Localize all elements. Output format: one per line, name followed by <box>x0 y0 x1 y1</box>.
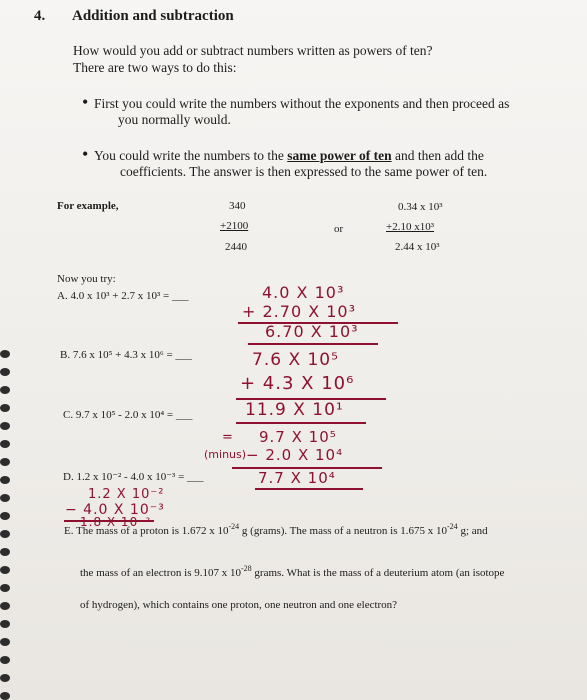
handwritten-c-line2: − 2.0 X 10⁴ <box>246 446 344 464</box>
handwritten-c-answer: 7.7 X 10⁴ <box>258 469 336 487</box>
section-title: Addition and subtraction <box>72 8 234 24</box>
bullet-dot: • <box>82 144 89 164</box>
bullet-1-line-2: you normally would. <box>118 112 231 127</box>
handwritten-b-line2: + 4.3 X 10⁶ <box>240 373 355 394</box>
example-or: or <box>334 223 344 235</box>
example-col1-row3: 2440 <box>225 241 247 253</box>
handwritten-a-underline <box>248 343 378 345</box>
problem-d: D. 1.2 x 10⁻² - 4.0 x 10⁻³ = ___ <box>63 471 204 483</box>
handwritten-d-answer: 1.8 X 10⁻² <box>80 515 152 529</box>
bullet-2-line-1: You could write the numbers to the same power of ten and then add the <box>94 148 484 163</box>
handwritten-c-equals: = <box>222 430 234 445</box>
handwritten-a-answer: 6.70 X 10³ <box>265 322 359 341</box>
problem-c: C. 9.7 x 10⁵ - 2.0 x 10⁴ = ___ <box>63 409 193 421</box>
example-col1-row1: 340 <box>229 200 246 212</box>
example-col2-row2: +2.10 x10³ <box>386 221 435 233</box>
handwritten-c-underline <box>255 488 363 490</box>
handwritten-b-line1: 7.6 X 10⁵ <box>252 350 339 370</box>
problem-e-line3: of hydrogen), which contains one proton, one neutron and one electron? <box>80 599 398 611</box>
bullet-dot: • <box>82 92 89 112</box>
bullet-1-line-1: First you could write the numbers without the exponents and then proceed as <box>94 96 510 111</box>
handwritten-c-line1: 9.7 X 10⁵ <box>259 428 337 446</box>
example-col2-row1: 0.34 x 10³ <box>398 201 443 213</box>
section-number: 4. <box>34 8 46 24</box>
problem-e-line2: the mass of an electron is 9.107 x $10^{-28}$ grams. What is the mass of a deuterium atom (an isotope <box>80 564 505 579</box>
example-col1-row2: +2100 <box>220 220 249 232</box>
handwritten-c-minus-note: (minus) <box>204 448 247 461</box>
now-you-try-heading: Now you try: <box>57 273 116 285</box>
handwritten-b-underline <box>236 422 366 424</box>
handwritten-d-line2: − 4.0 X 10⁻³ <box>65 502 165 518</box>
problem-a: A. 4.0 x 10³ + 2.7 x 10³ = ___ <box>57 290 189 302</box>
bullet-2-line-2: coefficients. The answer is then expressed to the same power of ten. <box>120 164 488 179</box>
handwritten-a-line2: + 2.70 X 10³ <box>242 302 357 321</box>
intro-ways: There are two ways to do this: <box>73 60 237 75</box>
problem-b: B. 7.6 x 10⁵ + 4.3 x 10⁶ = ___ <box>60 349 192 361</box>
example-col2-row3: 2.44 x 10³ <box>395 241 440 253</box>
same-power-of-ten-emphasis: same power of ten <box>287 148 392 163</box>
problem-e-line1: E. The mass of a proton is 1.672 x $10^{-24}$ g (grams). The mass of a neutron is 1.675 x $10^{-24}$ g; and <box>64 522 488 537</box>
example-label: For example, <box>57 200 119 212</box>
handwritten-a-line1: 4.0 X 10³ <box>262 283 345 302</box>
handwritten-d-line1: 1.2 X 10⁻² <box>88 487 165 502</box>
intro-question: How would you add or subtract numbers written as powers of ten? <box>73 43 433 58</box>
handwritten-b-answer: 11.9 X 10¹ <box>245 400 344 420</box>
